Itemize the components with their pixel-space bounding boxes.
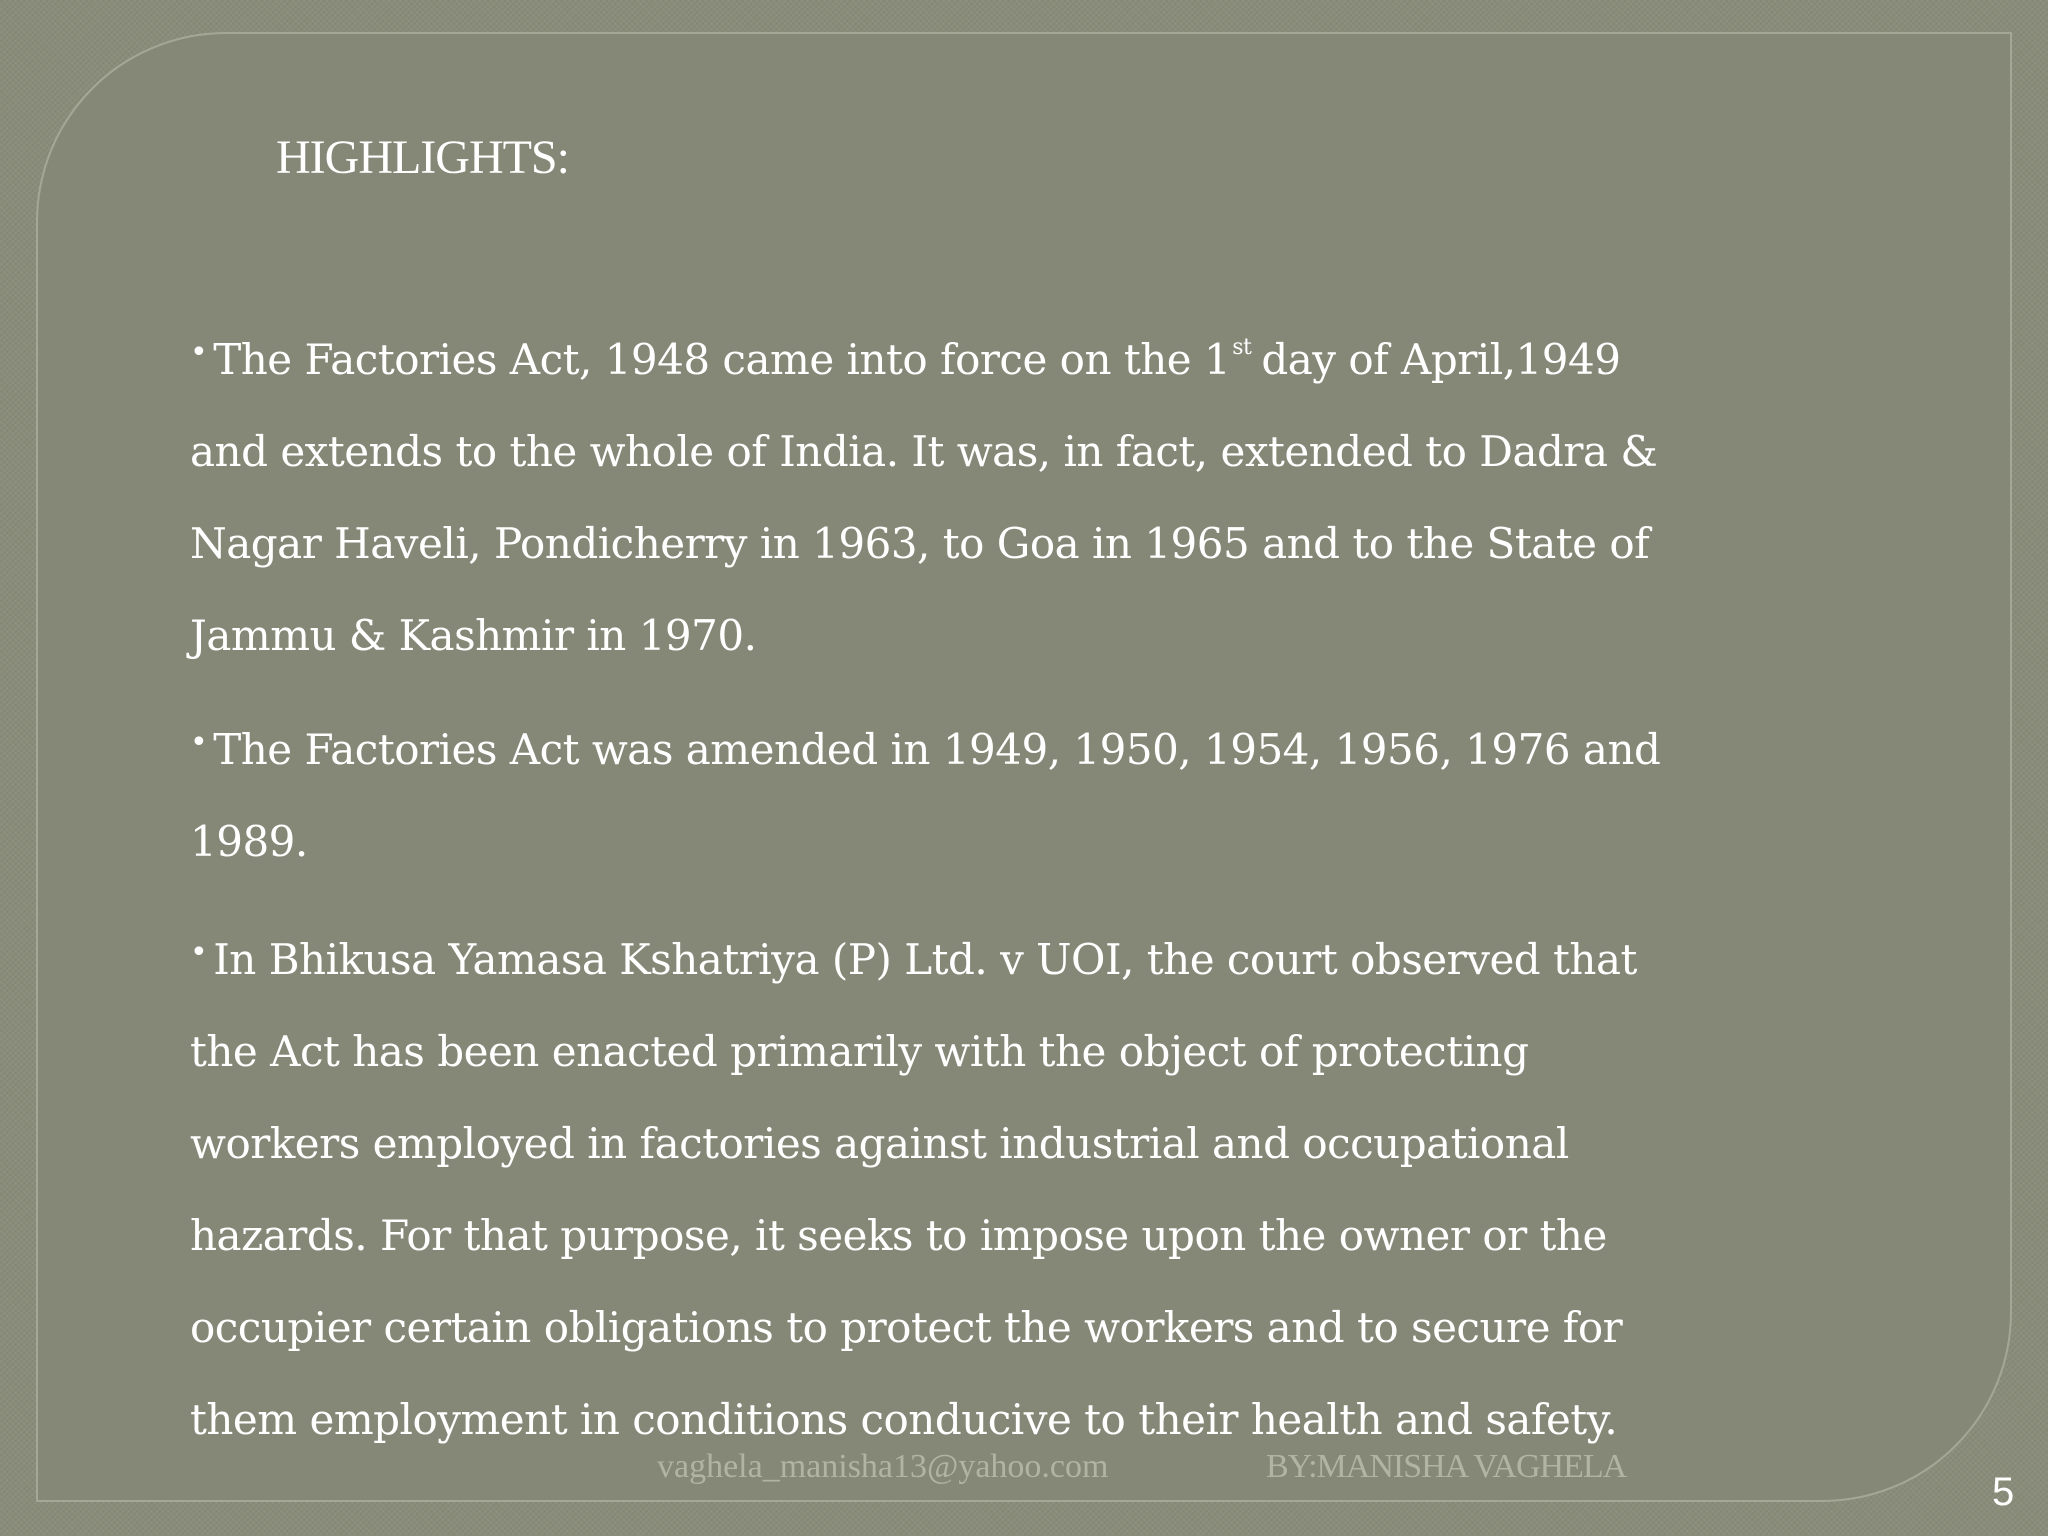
- footer-author: BY:MANISHA VAGHELA: [1266, 1448, 1627, 1485]
- page-number: 5: [1992, 1470, 2015, 1514]
- bullet-line: Jammu & Kashmir in 1970.: [190, 611, 757, 660]
- footer-email: vaghela_manisha13@yahoo.com: [657, 1448, 1109, 1485]
- bullet-dot-icon: •: [190, 725, 208, 760]
- bullet-item-3: [190, 907, 1840, 1466]
- bullet-text: The Factories Act was amended in 1949, 1950, 1954, 1956, 1976 and: [213, 725, 1661, 774]
- bullet-line: [190, 907, 1840, 1006]
- bullet-item-1: [190, 302, 1840, 682]
- bullet-line: them employment in conditions conducive to their health and safety.: [190, 1395, 1618, 1444]
- bullet-text: The Factories Act, 1948 came into force on the 1: [213, 335, 1231, 384]
- bullet-text: day of April,1949: [1261, 335, 1621, 384]
- bullet-line: occupier certain obligations to protect the workers and to secure for: [190, 1303, 1623, 1352]
- bullet-line: workers employed in factories against industrial and occupational: [190, 1119, 1569, 1168]
- slide-heading: HIGHLIGHTS:: [276, 131, 569, 184]
- bullet-line: and extends to the whole of India. It was, in fact, extended to Dadra &: [190, 427, 1658, 476]
- bullet-line: 1989.: [190, 817, 308, 866]
- bullet-line: [190, 302, 1840, 406]
- superscript-ordinal: st: [1232, 335, 1252, 360]
- bullet-dot-icon: •: [190, 935, 208, 970]
- bullet-line: [190, 697, 1840, 796]
- bullet-item-2: [190, 697, 1840, 888]
- bullet-line: Nagar Haveli, Pondicherry in 1963, to Goa in 1965 and to the State of: [190, 519, 1650, 568]
- bullet-line: hazards. For that purpose, it seeks to impose upon the owner or the: [190, 1211, 1607, 1260]
- bullet-dot-icon: •: [190, 335, 208, 370]
- bullet-line: the Act has been enacted primarily with the object of protecting: [190, 1027, 1529, 1076]
- bullet-text: In Bhikusa Yamasa Kshatriya (P) Ltd. v UOI, the court observed that: [213, 935, 1637, 984]
